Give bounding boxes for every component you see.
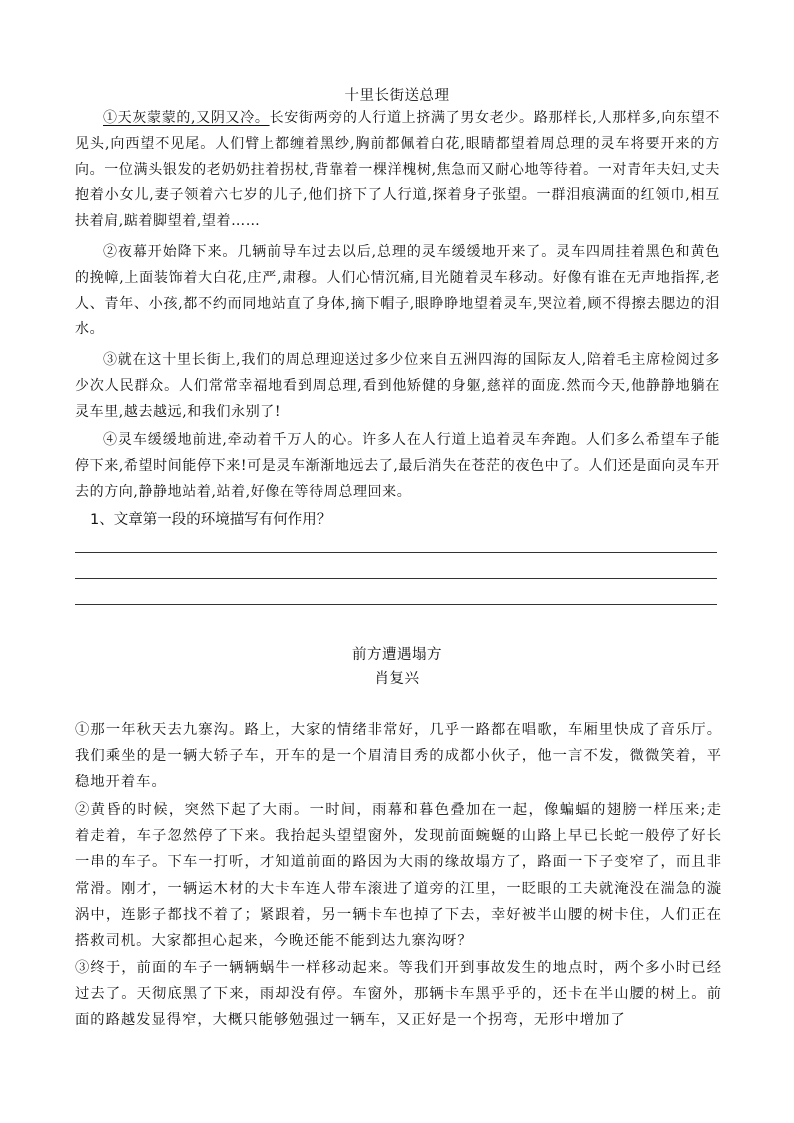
section1-paragraph-2: ②夜幕开始降下来。几辆前导车过去以后,总理的灵车缓缓地开来了。灵车四周挂着黑色和黄色的挽幛,上面装饰着大白花,庄严,肃穆。人们心情沉痛,目光随着灵车移动。好像有谁在无声地指挥,老人、青年、小孩,都不约而同地站直了身体,摘下帽子,眼睁睁地望着灵车,哭泣着,顾不得擦去腮边的泪水。: [75, 244, 720, 338]
section1-paragraph-4: ④灵车缓缓地前进,牵动着千万人的心。许多人在人行道上追着灵车奔跑。人们多么希望车子能停下来,希望时间能停下来!可是灵车渐渐地远去了,最后消失在苍茫的夜色中了。人们还是面向灵车开去的方向,静静地站着,站着,好像在等待周总理回来。: [75, 432, 720, 500]
underlined-sentence: ①天灰蒙蒙的,又阴又冷。: [103, 110, 270, 126]
section1-paragraph-1: [75, 106, 720, 235]
section1-title: 十里长街送总理: [344, 88, 450, 104]
section2-author: 肖复兴: [374, 671, 420, 687]
section2-paragraph-1: ①那一年秋天去九寨沟。路上，大家的情绪非常好，几乎一路都在唱歌，车厢里快成了音乐厅。我们乘坐的是一辆大轿子车，开车的是一个眉清目秀的成都小伙子，他一言不发，微微笑着，平稳地开着车。: [75, 722, 722, 791]
section2-paragraph-2: ②黄昏的时候，突然下起了大雨。一时间，雨幕和暮色叠加在一起，像蝙蝠的翅膀一样压来;走着走着，车子忽然停了下来。我抬起头望望窗外，发现前面蜿蜒的山路上早已长蛇一般停了好长一串的车子。下车一打听，才知道前面的路因为大雨的缘故塌方了，路面一下子变窄了，而且非常滑。刚才，一辆运木材的大卡车连人带车滚进了道旁的江里，一眨眼的工夫就淹没在湍急的漩涡中，连影子都找不着了；紧跟着，另一辆卡车也掉了下去，幸好被半山腰的树卡住，人们正在搭救司机。大家都担心起来，今晚还能不能到达九寨沟呀？: [75, 802, 722, 950]
answer-line[interactable]: [75, 552, 717, 553]
section2-paragraph-3: ③终于，前面的车子一辆辆蜗牛一样移动起来。等我们开到事故发生的地点时，两个多小时已经过去了。天彻底黑了下来，雨却没有停。车窗外，那辆卡车黑乎乎的，还卡在半山腰的树上。前面的路越发显得窄，大概只能够勉强过一辆车，又正好是一个拐弯，无形中增加了: [75, 960, 722, 1029]
section1-paragraph-3: ③就在这十里长街上,我们的周总理迎送过多少位来自五洲四海的国际友人,陪着毛主席检阅过多少次人民群众。人们常常幸福地看到周总理,看到他矫健的身躯,慈祥的面庞.然而今天,他静静地躺在灵车里,越去越远,和我们永别了!: [75, 352, 720, 420]
answer-line[interactable]: [75, 604, 717, 605]
paragraph-1-rest: 长安街两旁的人行道上挤满了男女老少。路那样长,人那样多,向东望不见头,向西望不见尾。人们臂上都缠着黑纱,胸前都佩着白花,眼睛都望着周总理的灵车将要开来的方向。一位满头银发的老奶奶拄着拐杖,背靠着一棵洋槐树,焦急而又耐心地等待着。一对青年夫妇,丈夫抱着小女儿,妻子领着六七岁的儿子,他们挤下了人行道,探着身子张望。一群泪痕满面的红领巾,相互扶着肩,踮着脚望着,望着……: [75, 110, 720, 230]
question-1: 1、文章第一段的环境描写有何作用？: [90, 512, 332, 528]
section2-title: 前方遭遇塌方: [352, 647, 442, 663]
answer-line[interactable]: [75, 578, 717, 579]
